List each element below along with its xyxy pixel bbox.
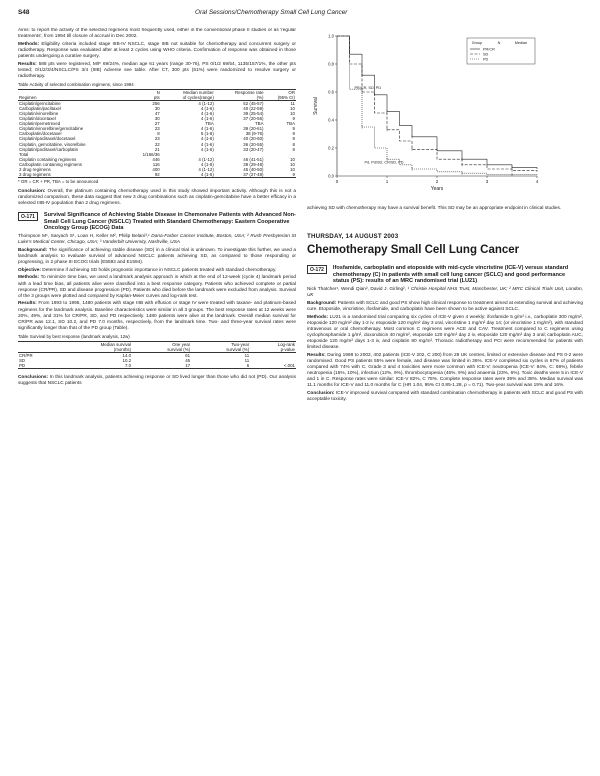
table1-cell: Carboplatin/docetaxel	[19, 131, 62, 137]
table1-cell: Cisplatin/paclitaxel/carboplatin	[19, 146, 79, 152]
left-column	[18, 28, 296, 768]
table1-cell: 38 (29-48)	[243, 161, 264, 167]
table1-cell: 9	[292, 136, 295, 142]
table1-cell: 46 (41-51)	[243, 156, 264, 162]
table1-cell: 8	[292, 146, 295, 152]
x-tick-label: 3	[485, 179, 489, 184]
table1-cell: 40 (22-59)	[243, 106, 264, 112]
table1-cell: 37 (27-48)	[215, 172, 265, 178]
page-number: S48	[18, 9, 30, 16]
abstract3-affiliations: ¹ Christie Hospital NHS Trust, Manchester, UK; ² MRC Clinical Trials Unit, London, UK	[307, 286, 583, 298]
table1-row	[18, 162, 296, 167]
results-text: 588 pts were registered, M/F 69/24%, median age 61 years (range 30-76), PS 0/1/2 69/54, 1135/157/1%, the other pts tested; 0/1/2/3/4/NSCLC/PS 3/4 (IIIB) Adverse see table. After CT, 300 pts (51%) were randomized to resolve surgery or radiotherapy.	[18, 61, 296, 79]
table2-header-cell: Median survival (months)	[55, 341, 132, 352]
methods-label: Methods:	[18, 41, 40, 47]
table1-cell: TBA	[286, 121, 295, 127]
abstract3-background	[307, 301, 583, 313]
table1-cell: 4 (1-12)	[198, 101, 214, 107]
abstract3-results	[307, 353, 583, 390]
abstract3-results-text: During 1998 to 2002, 402 patients (ICE-V 202, C 200) from 29 UK centres, limited or extensive disease and PS 0-2 were randomised. Good PS patients 55% were female, and disease was limited in 36%. ICE-V completed six cycles in 67% of patients compared with 74% with C. Grade 3 and 4 toxicities were more common with ICE-V: neutropenia (ICE-V: 84%, C: 69%), febrile neutropenia (15%, 10%), infection (12%, 9%), thrombocytopenia (46%, 9%) and anaemia (23%, 6%). Toxic deaths were 5 in ICE-V and 1 in C. Response rates were similar: ICE-V 82%, C 78%. Complete response rates were 39% and 38%. Median survival was 11.1 months for ICE-V and 11.0 months for C (HR 1.04, 95% CI 0.85-1.28, p = 0.71). Two-year survival was 19% and 16%.	[307, 352, 583, 389]
abstract3-author-list: Nick Thatcher¹, Wendi Qian², David J. Girling²,	[307, 286, 408, 292]
table1-cell: 36 (20-55)	[243, 141, 264, 147]
table1-cell: 30	[154, 106, 160, 112]
table1-cell: Cisplatin/vinorelbine/gemcitabine	[19, 126, 84, 132]
abstract2-conclusions-label: Conclusions:	[18, 375, 49, 381]
table1-cell: 9	[292, 116, 295, 122]
table1-cell: 446	[152, 156, 160, 162]
legend-entry: SD	[483, 52, 489, 57]
table1-cell: Carboplatin containing regimens	[19, 161, 82, 167]
legend-header-cell: Group	[471, 41, 483, 45]
abstract2-objective	[18, 268, 296, 274]
table2-cell: 14.0	[122, 353, 132, 359]
table1-row	[18, 157, 296, 162]
table2-header-cell: Log-rank p-value	[250, 341, 296, 352]
table1-cell: Total	[19, 151, 29, 157]
abstract3-conclusion-text: ICE-V improved survival compared with standard combination chemotherapy in patients with SCLC and good PS with acceptable toxicity.	[307, 390, 583, 403]
abstract2-head	[18, 212, 296, 232]
table1-cell: TBA	[254, 121, 264, 127]
table1-footnote: * OR = CR + PR, TBA = to be announced	[18, 178, 99, 184]
table2-cell: 6	[191, 363, 250, 369]
methods-paragraph	[18, 42, 296, 60]
y-tick-label: 0.6	[328, 89, 334, 95]
abstract3-methods	[307, 315, 583, 352]
y-tick-label: 0.4	[328, 117, 334, 123]
abstract2-results-label: Results:	[18, 301, 37, 307]
table2	[18, 341, 296, 369]
journal-title: Oral Sessions/Chemotherapy Small Cell Lung Cancer	[195, 9, 348, 16]
table1-cell: 4 (1-6)	[161, 172, 215, 178]
table1-cell: 116	[152, 161, 160, 167]
table2-row	[18, 363, 296, 369]
table1-cell: 92	[130, 172, 161, 178]
table1-cell: 400	[152, 166, 160, 172]
table1-cell: 21	[154, 146, 160, 152]
table2-cell: 11	[244, 353, 250, 359]
table2-cell: 45	[185, 358, 191, 364]
table2-cell: 10.2	[122, 358, 132, 364]
table1-cell: 23	[154, 136, 160, 142]
table1-cell: 9	[292, 126, 295, 132]
y-tick-label: 1.0	[328, 33, 334, 39]
table1-cell: TBA	[205, 121, 214, 127]
table1-cell: 4 (1-12)	[198, 156, 214, 162]
table1-cell: 8	[292, 141, 295, 147]
table1-cell: 4 (1-6)	[200, 146, 214, 152]
abstract2-background	[18, 248, 296, 266]
legend-entry: PD	[483, 57, 489, 62]
right-column	[307, 28, 583, 768]
table1-cell: Cisplatin containing regimens	[19, 156, 77, 162]
x-tick-label: 0	[335, 179, 339, 184]
abstract2-objective-text: Determine if achieving SD holds prognostic importance in NSCLC patients treated with standard chemotherapy.	[42, 267, 277, 273]
section-title: Chemotherapy Small Cell Lung Cancer	[307, 244, 520, 257]
table1-cell: 39 (20-61)	[243, 126, 264, 132]
table1-cell: 10	[290, 166, 295, 172]
table1-row	[18, 172, 296, 178]
legend-entry: PR/CR	[483, 47, 495, 52]
conclusion1-label: Conclusion:	[18, 188, 46, 194]
table1-cell: 30	[154, 116, 160, 122]
table1-cell: 10	[290, 161, 295, 167]
abstract3-title: Ifosfamide, carboplatin and etoposide with mid-cycle vincristine (ICE-V) versus standard chemotherapy (C) in patients with small cell lung cancer (SCLC) and good performance status (PS): results of an MRC randomised trial (LU21)	[332, 265, 569, 285]
legend-header-cell: Median	[514, 41, 528, 45]
table1-cell: 22	[154, 141, 160, 147]
table2-header-cell	[18, 341, 55, 352]
x-tick-label: 4	[535, 179, 539, 184]
table1-cell: Cisplatin/paclitaxel/docetaxel	[19, 136, 76, 142]
table1-cell: 4 (1-6)	[200, 116, 214, 122]
abstract2-objective-label: Objective:	[18, 267, 41, 273]
abstract3-conclusion-label: Conclusion:	[307, 390, 335, 396]
table1-cell: Cisplatin/docetaxel	[19, 116, 56, 122]
table1-cell: Cisplatin/pemetrexed	[19, 121, 61, 127]
table2-cell: 11	[244, 358, 250, 364]
abstract3-background-text: Patients with SCLC and good PS show high clinical response to treatment aimed at extending survival and achieving cure. Etoposide, vincristine, ifosfamide, and carboplatin have been shown to be active against SCLC.	[307, 300, 583, 312]
section-date: THURSDAY, 14 AUGUST 2003	[307, 233, 399, 241]
table1-cell: 37 (20-56)	[243, 116, 264, 122]
abstract3-conclusion	[307, 391, 583, 403]
table2-cell: PD	[18, 363, 55, 369]
methods-text: Eligibility criteria included stage IIIB-IV NSCLC, stage IIIB not suitable for chemotherapy and concurrent surgery or radiotherapy. Response was evaluated after at least 2 cycles using WHO criteria. Confirmation of response was obtained in those patients undergoing a curative surgery.	[18, 41, 296, 59]
table1-cell: Cisplatin, gemcitabine, vinorelbine	[19, 141, 86, 147]
table1-header-cell: N pts	[130, 90, 161, 101]
intro-paragraph: Aims: to report the activity of the selected regimens most frequently used, either in the conventional phase II studies or as 'regular treatments', from 1994 till closure of accrual in Dec 2002.	[18, 28, 296, 40]
page-header	[18, 9, 582, 21]
table2-cell: 61	[185, 353, 191, 359]
x-axis-label: Years	[430, 186, 444, 192]
table1-cell: 8	[157, 131, 160, 137]
table2-header-cell: Two-year survival (%)	[191, 341, 250, 352]
table1-cell: 4 (1-6)	[200, 141, 214, 147]
y-tick-label: 0.0	[328, 173, 334, 179]
table1-header-row	[18, 90, 296, 101]
table1-cell: 10	[290, 106, 295, 112]
table2-cell: CR/PR	[19, 353, 33, 359]
chart-caption: achieving SD with chemotherapy may have a survival benefit. This SD may be an appropriate endpoint in clinical studies.	[307, 206, 562, 211]
table1-row	[18, 147, 296, 152]
abstract3-methods-text: LU21 is a randomised trial comparing six cycles of ICE-V given 4 weekly: ifosfamide 5 g/m² i.v., carboplatin 300 mg/m², etoposide 120 mg/m² day 1-2 iv, etoposide 120 mg/m² day 3 oral, vincristine 1 mg/m² day 14; (or vincristine 1 mg/m²), with standard intravenous or oral chemotherapy. Most common C regimens were ACE and CAV. Treatment compared to C regimens using cyclophosphamide 1 g/m², doxorubicin 40 mg/m², etoposide 120 mg/m² day 2 iv, etoposide 120 mg/m² day 3 oral; carboplatin AUC, etoposide 120 mg/m² days 1-3 iv, and cisplatin 80 mg/m². Thoracic radiotherapy and PCI were recommended for patients with limited disease.	[307, 314, 583, 351]
table1-cell: 4 (1-6)	[200, 126, 214, 132]
table1-cell: 23	[154, 126, 160, 132]
abstract2-methods-label: Methods:	[18, 275, 40, 281]
x-tick-label: 1	[385, 179, 389, 184]
table1-cell: Cisplatin/vinorelbine	[19, 111, 59, 117]
survival-chart-svg	[307, 28, 583, 204]
table2-cell: <.001	[250, 363, 296, 369]
y-tick-label: 0.8	[328, 61, 334, 67]
table2-header-cell: One year survival (%)	[132, 341, 191, 352]
table1-row	[18, 136, 296, 141]
table2-cell: SD	[19, 358, 26, 364]
table1-cell: 40 (20-60)	[243, 136, 264, 142]
table1-cell: 10	[290, 156, 295, 162]
table1-cell: Cisplatin/gemcitabine	[19, 101, 61, 107]
table1-header-cell: Median number of cycles(range)	[161, 90, 215, 101]
table1-caption: Table Activity of selected combination regimens, since 1994	[18, 81, 134, 87]
table1-cell: 1/166/36	[142, 151, 160, 157]
table1-cell: 11	[290, 101, 295, 107]
abstract2-authors	[18, 234, 296, 246]
table1-cell: 9	[265, 172, 296, 178]
table1-cell: 4 (1-12)	[198, 166, 214, 172]
table1-cell: 52 (45-57)	[243, 101, 264, 107]
series-annotation-bottom: Pd, Pd/SD, CR/SD, PD	[364, 160, 404, 165]
table1-cell: 3 drug regimens	[18, 172, 130, 178]
table2-header-row	[18, 341, 296, 352]
results-paragraph	[18, 62, 296, 80]
table1-cell: 4 (1-6)	[200, 136, 214, 142]
abstract2-background-text: The significance of achieving stable disease (SD) in a clinical trial is unknown. To investigate this further, we used a landmark analysis to evaluate survival of advanced NSCLC patients achieving SD, as compared to those responding or progressing, in 2 phase III ECOG trials (E5592 and E1594).	[18, 247, 296, 266]
table1-cell: 38 (9-76)	[245, 131, 264, 137]
results-label: Results:	[18, 61, 37, 67]
table1	[18, 89, 296, 178]
series-annotation-top: PR/CR, SD, PD	[354, 86, 382, 91]
abstract3-background-label: Background:	[307, 300, 337, 306]
table1-cell: 4 (1-6)	[200, 111, 214, 117]
abstract2-affiliations: ¹ Dana-Farber Cancer Institute, Boston, USA; ² Rush Presbyterian St Luke's Medical Center, Chicago, USA; ³ Vanderbilt University, Nashville, USA	[18, 233, 296, 245]
table1-cell: 45 (40-50)	[243, 166, 264, 172]
table2-cell: 7.0	[55, 363, 132, 369]
table1-cell: 256	[152, 101, 160, 107]
conclusion1-text: Overall, the platinum containing chemotherapy used in this study showed important activity. Although this is not a randomized comparison, these data suggest that new 3 drug combinations such as cisplatin-gemcitabine have a better efficacy in a selected IIIB-IV population than 2 drug regimens.	[18, 188, 296, 207]
abstract2-conclusions-text: In this landmark analysis, patients achieving response or SD lived longer than those who did not (PD). Our analysis suggests that NSCLC patients	[18, 375, 296, 387]
table1-row	[18, 142, 296, 147]
table1-header-cell: Response rate (%)	[215, 90, 265, 101]
abstract2-number: O-171	[18, 212, 38, 221]
table2-cell: 17	[132, 363, 191, 369]
table1-header-cell: OR (95% CI)	[265, 90, 296, 101]
table1-cell: 33 (20-47)	[243, 146, 264, 152]
abstract2-background-label: Background:	[18, 247, 48, 253]
abstract2-results-text: From 1993 to 1995, 1480 patients with stage IIIB with effusion or stage IV were treated with taxane- and platinum-based regimens for the landmark analysis. Baseline characteristics were similar in all 3 groups. The best response rates at 12 weeks were 20%, 49%, and 31% for CR/PR, SD, and PD respectively. 1480 patients were alive at the landmark. Overall median survival for CR/PR was 12.1, SD 10.2, and PD 7.0 months, respectively, from the landmark time. Two- and three-year survival rates were significantly longer than that of the PD group (Table).	[18, 301, 296, 331]
table2-caption: Table Survival by best response (landmark analysis, 12w)	[18, 333, 130, 339]
y-tick-label: 0.2	[328, 145, 334, 151]
conclusion1-paragraph	[18, 189, 296, 207]
table1-cell: 27	[154, 121, 160, 127]
abstract3-authors	[307, 287, 583, 299]
y-axis-label: Survival	[313, 97, 319, 115]
table1-cell: 10	[290, 111, 295, 117]
table1-cell: 4 (1-6)	[200, 106, 214, 112]
abstract2-results	[18, 301, 296, 331]
table1-cell: 2 drug regimens	[19, 166, 51, 172]
abstract2-methods-text: To minimize time bias, we used a landmark analysis approach in which at the end of 12-week (cycle 4) landmark period with a lead time bias, all patients alive were classified into a best response category. Patients who achieved complete or partial response (CR/PR), SD and disease progression (PD). Patients who died before the landmark were excluded from analysis. Survival of the 3 groups were plotted and compared by Kaplan-Meier curves and log-rank test.	[18, 275, 296, 299]
abstract3-head	[307, 265, 583, 285]
abstract2-title: Survival Significance of Achieving Stable Disease in Chemonaive Patients with Advanced Non-Small Cell Lung Cancer (NSCLC) Treated with Standard Chemotherapy: Eastern Cooperative Oncology Group (ECOG) Data	[43, 212, 296, 232]
table1-header-cell: Regimen	[18, 90, 130, 101]
table1-cell: 5 (1-8)	[200, 131, 214, 137]
abstract2-methods	[18, 275, 296, 299]
abstract3-number: O-172	[307, 265, 327, 274]
table1-cell: 9	[292, 131, 295, 137]
survival-chart	[307, 28, 583, 204]
legend-header-cell: N	[497, 41, 501, 45]
x-tick-label: 2	[435, 179, 439, 184]
abstract2-conclusions	[18, 375, 296, 387]
abstract3-results-label: Results:	[307, 352, 326, 358]
table1-cell: 4 (1-8)	[200, 161, 214, 167]
table1-cell: Carboplatin/paclitaxel	[19, 106, 61, 112]
table1-cell: 47	[154, 111, 160, 117]
abstract2-author-list: Thompson M¹, Saryach S¹, Loan H, Keller M², Philip Belani³,	[18, 233, 149, 239]
abstract3-methods-label: Methods:	[307, 314, 329, 320]
table1-cell: 39 (25-54)	[243, 111, 264, 117]
